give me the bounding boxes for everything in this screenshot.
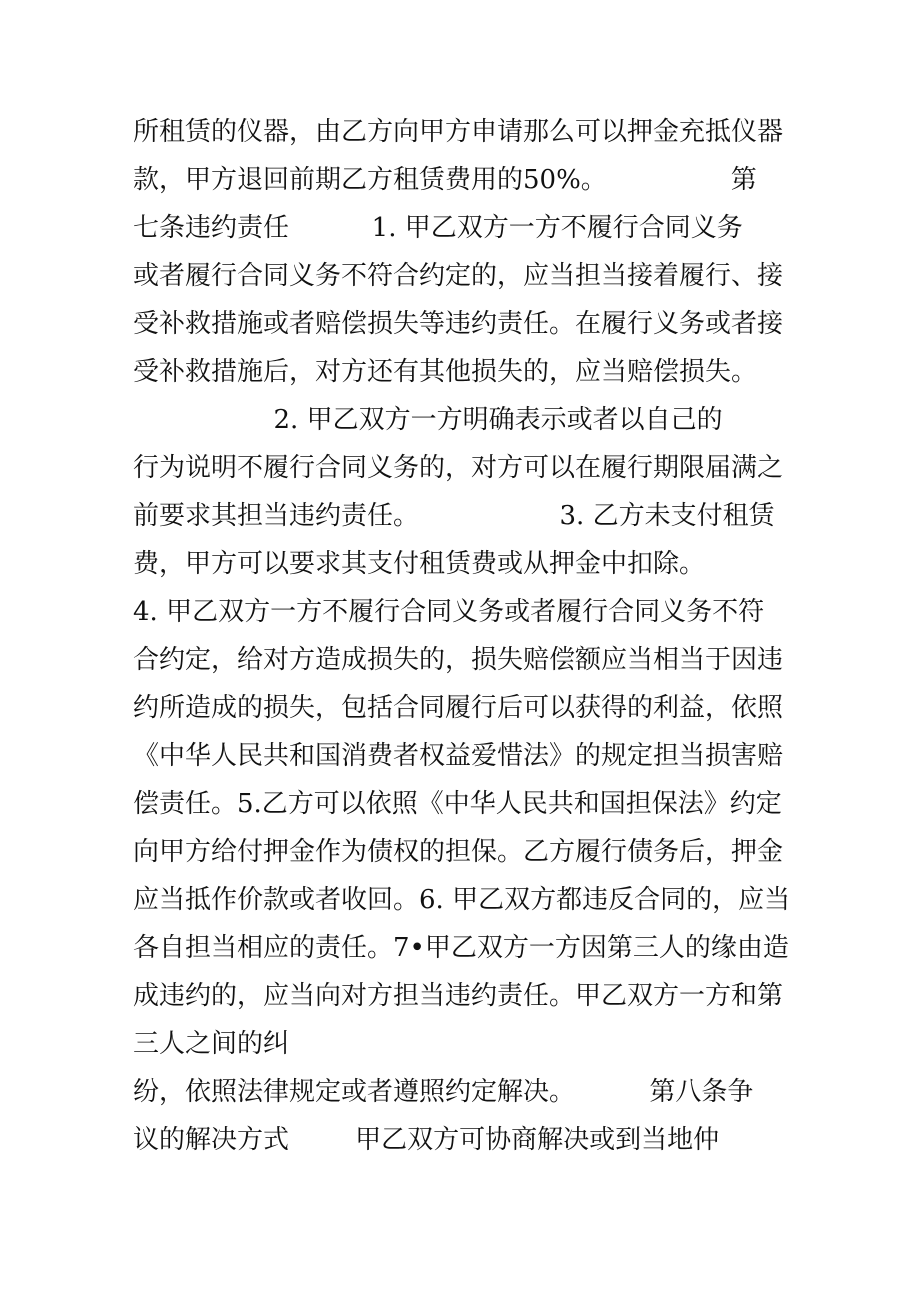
text-line: 应当抵作价款或者收回。6. 甲乙双方都违反合同的，应当 [133,885,791,915]
text-line: 受补救措施或者赔偿损失等违约责任。在履行义务或者接 [133,309,784,339]
text-line: 纷，依照法律规定或者遵照约定解决。 第八条争 [133,1077,754,1107]
text-line: 前要求其担当违约责任。 3. 乙方未支付租赁 [133,501,775,531]
text-line: 费，甲方可以要求其支付租赁费或从押金中扣除。 [133,549,706,579]
text-line: 行为说明不履行合同义务的，对方可以在履行期限届满之 [133,453,784,483]
text-line: 议的解决方式 甲乙双方可协商解决或到当地仲 [133,1125,720,1155]
text-line: 三人之间的纠 [133,1029,290,1059]
text-line: 4. 甲乙双方一方不履行合同义务或者履行合同义务不符 [133,597,765,627]
text-line: 所租赁的仪器，由乙方向甲方申请那么可以押金充抵仪器 [133,117,784,147]
text-line: 受补救措施后，对方还有其他损失的，应当赔偿损失。 [133,357,758,387]
text-line: 合约定，给对方造成损失的，损失赔偿额应当相当于因违 [133,645,784,675]
text-line: 2. 甲乙双方一方明确表示或者以自己的 [133,405,723,435]
text-line: 《中华人民共和国消费者权益爱惜法》的规定担当损害赔 [133,741,784,771]
text-line: 款，甲方退回前期乙方租赁费用的50%。 第 [133,165,757,195]
text-line: 或者履行合同义务不符合约定的，应当担当接着履行、接 [133,261,784,291]
text-line: 约所造成的损失，包括合同履行后可以获得的利益，依照 [133,693,784,723]
text-line: 偿责任。5.乙方可以依照《中华人民共和国担保法》约定 [133,789,782,819]
text-line: 各自担当相应的责任。7•甲乙双方一方因第三人的缘由造 [133,933,789,963]
text-line: 向甲方给付押金作为债权的担保。乙方履行债务后，押金 [133,837,784,867]
text-line: 七条违约责任 1. 甲乙双方一方不履行合同义务 [133,213,743,243]
text-line: 成违约的，应当向对方担当违约责任。甲乙双方一方和第 [133,981,784,1011]
